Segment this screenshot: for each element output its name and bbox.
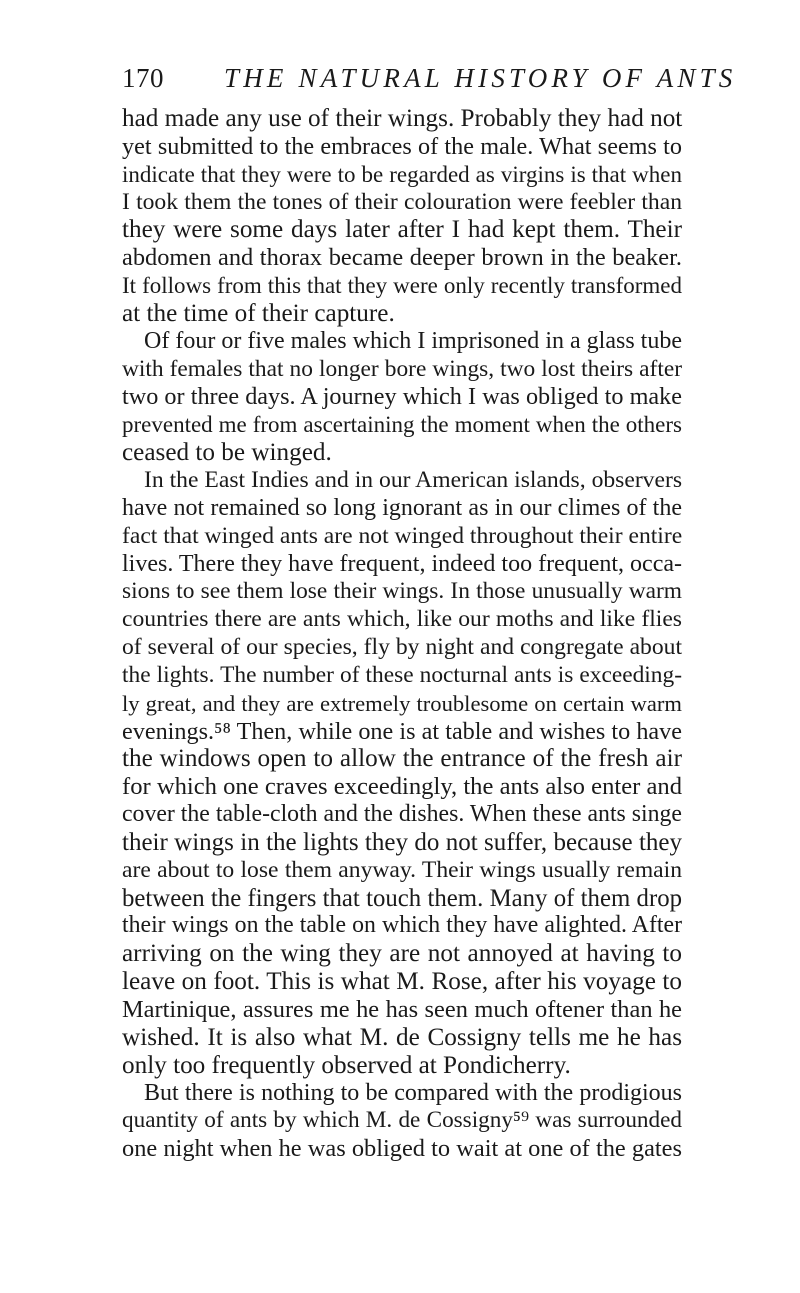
text-line: for which one craves exceedingly, the ants also enter and bbox=[122, 773, 682, 801]
text-line: I took them the tones of their colouration were feebler than bbox=[122, 188, 682, 215]
text-line: But there is nothing to be compared with the prodigious bbox=[144, 1079, 682, 1106]
text-line: fact that winged ants are not winged throughout their entire bbox=[122, 522, 683, 549]
text-line: abdomen and thorax became deeper brown in the beaker. bbox=[122, 244, 682, 272]
text-line: they were some days later after I had kept them. Their bbox=[122, 216, 682, 244]
text-line: at the time of their capture. bbox=[122, 299, 395, 327]
running-title: THE NATURAL HISTORY OF ANTS bbox=[224, 63, 737, 93]
text-line: arriving on the wing they are not annoyed at having to bbox=[122, 940, 682, 968]
text-line: cover the table-cloth and the dishes. When these ants singe bbox=[122, 801, 682, 828]
page-number: 170 bbox=[122, 63, 164, 93]
text-line: of several of our species, fly by night and congregate about bbox=[122, 634, 682, 661]
text-line: are about to lose them anyway. Their wings usually remain bbox=[122, 856, 682, 883]
text-line: In the East Indies and in our American islands, observers bbox=[144, 466, 682, 493]
text-line: evenings.⁵⁸ Then, while one is at table and wishes to have bbox=[122, 717, 682, 745]
text-line: the windows open to allow the entrance of the fresh air bbox=[122, 745, 682, 773]
text-line: had made any use of their wings. Probably they had not bbox=[122, 105, 683, 132]
text-line: ly great, and they are extremely troublesome on certain warm bbox=[122, 690, 682, 716]
text-line: their wings in the lights they do not suffer, because they bbox=[122, 828, 682, 856]
body-text bbox=[122, 105, 682, 1163]
text-line: only too frequently observed at Pondicherry. bbox=[122, 1051, 571, 1079]
text-line: two or three days. A journey which I was obliged to make bbox=[122, 383, 682, 411]
text-line: yet submitted to the embraces of the male. What seems to bbox=[122, 132, 682, 160]
text-line: Martinique, assures me he has seen much oftener than he bbox=[122, 996, 682, 1023]
text-line: ceased to be winged. bbox=[122, 439, 332, 467]
text-line: quantity of ants by which M. de Cossigny⁵⁹ was surrounded bbox=[122, 1107, 682, 1134]
text-line: sions to see them lose their wings. In those unusually warm bbox=[122, 578, 682, 605]
text-line: have not remained so long ignorant as in our climes of the bbox=[122, 494, 682, 521]
text-line: prevented me from ascertaining the moment when the others bbox=[122, 412, 682, 438]
text-line: leave on foot. This is what M. Rose, after his voyage to bbox=[122, 968, 682, 996]
text-line: Of four or five males which I imprisoned in a glass tube bbox=[144, 327, 682, 354]
text-line: wished. It is also what M. de Cossigny tells me he has bbox=[122, 1023, 682, 1051]
text-line: indicate that they were to be regarded as virgins is that when bbox=[122, 161, 682, 187]
text-line: lives. There they have frequent, indeed too frequent, occa- bbox=[122, 550, 682, 577]
text-line: the lights. The number of these nocturnal ants is exceeding- bbox=[122, 661, 682, 688]
text-line: between the fingers that touch them. Many of them drop bbox=[122, 884, 682, 912]
text-line: countries there are ants which, like our moths and like flies bbox=[122, 606, 682, 633]
text-line: with females that no longer bore wings, two lost theirs after bbox=[122, 355, 682, 382]
text-line: It follows from this that they were only recently transformed bbox=[122, 273, 682, 299]
text-line: one night when he was obliged to wait at one of the gates bbox=[122, 1135, 682, 1163]
running-head bbox=[122, 58, 737, 98]
text-line: their wings on the table on which they have alighted. After bbox=[122, 912, 682, 939]
